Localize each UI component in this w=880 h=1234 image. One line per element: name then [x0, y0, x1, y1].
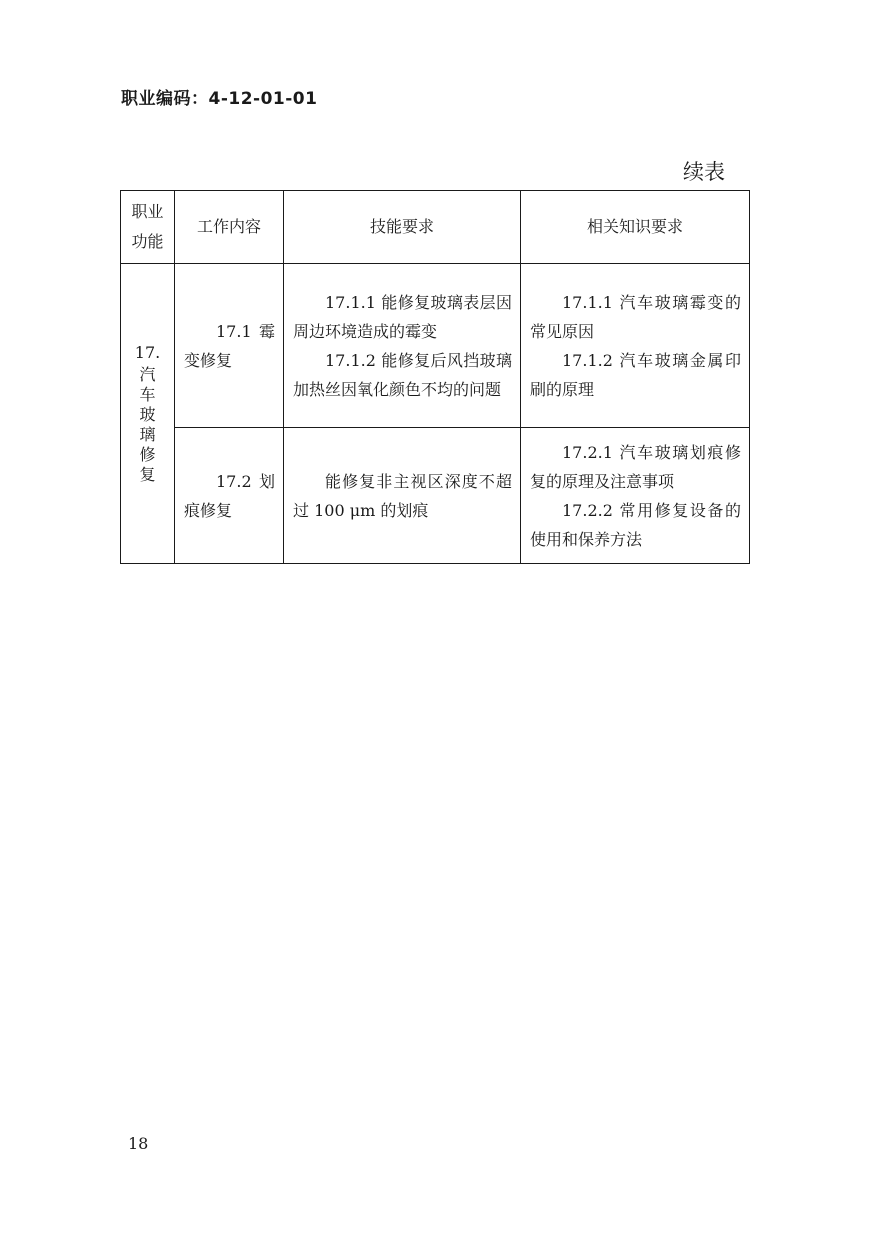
knowledge-item: 17.1.2 汽车玻璃金属印刷的原理	[530, 350, 741, 399]
skill-item: 17.1.1 能修复玻璃表层因周边环境造成的霉变	[293, 292, 512, 341]
header-knowledge-requirements: 相关知识要求	[521, 191, 750, 264]
work-content-cell	[175, 264, 284, 428]
knowledge-cell	[521, 428, 750, 564]
table-header-row	[121, 191, 750, 264]
skill-requirements-table	[120, 190, 750, 564]
skill-item: 17.1.2 能修复后风挡玻璃加热丝因氧化颜色不均的问题	[293, 350, 512, 399]
function-char: 玻	[139, 404, 156, 424]
function-cell	[121, 264, 175, 564]
function-char: 修	[139, 444, 156, 464]
table-row	[121, 264, 750, 428]
function-number: 17.	[134, 342, 161, 362]
knowledge-item: 17.2.2 常用修复设备的使用和保养方法	[530, 500, 741, 549]
knowledge-item: 17.2.1 汽车玻璃划痕修复的原理及注意事项	[530, 442, 741, 491]
function-char: 车	[139, 384, 156, 404]
continued-label: 续表	[683, 160, 725, 184]
knowledge-item: 17.1.1 汽车玻璃霉变的常见原因	[530, 292, 741, 341]
skill-item: 能修复非主视区深度不超过 100 μm 的划痕	[293, 471, 512, 520]
function-char: 复	[139, 464, 156, 484]
function-char: 汽	[139, 364, 156, 384]
header-function: 职业 功能	[121, 191, 175, 264]
page-number: 18	[128, 1134, 149, 1153]
skills-cell	[284, 428, 521, 564]
header-skill-requirements: 技能要求	[284, 191, 521, 264]
work-content-text: 17.2 划痕修复	[184, 471, 275, 520]
table-row	[121, 428, 750, 564]
work-content-text: 17.1 霉变修复	[184, 321, 275, 370]
skills-cell	[284, 264, 521, 428]
occupation-code: 职业编码：4-12-01-01	[121, 89, 318, 109]
knowledge-cell	[521, 264, 750, 428]
work-content-cell	[175, 428, 284, 564]
header-work-content: 工作内容	[175, 191, 284, 264]
function-char: 璃	[139, 424, 156, 444]
